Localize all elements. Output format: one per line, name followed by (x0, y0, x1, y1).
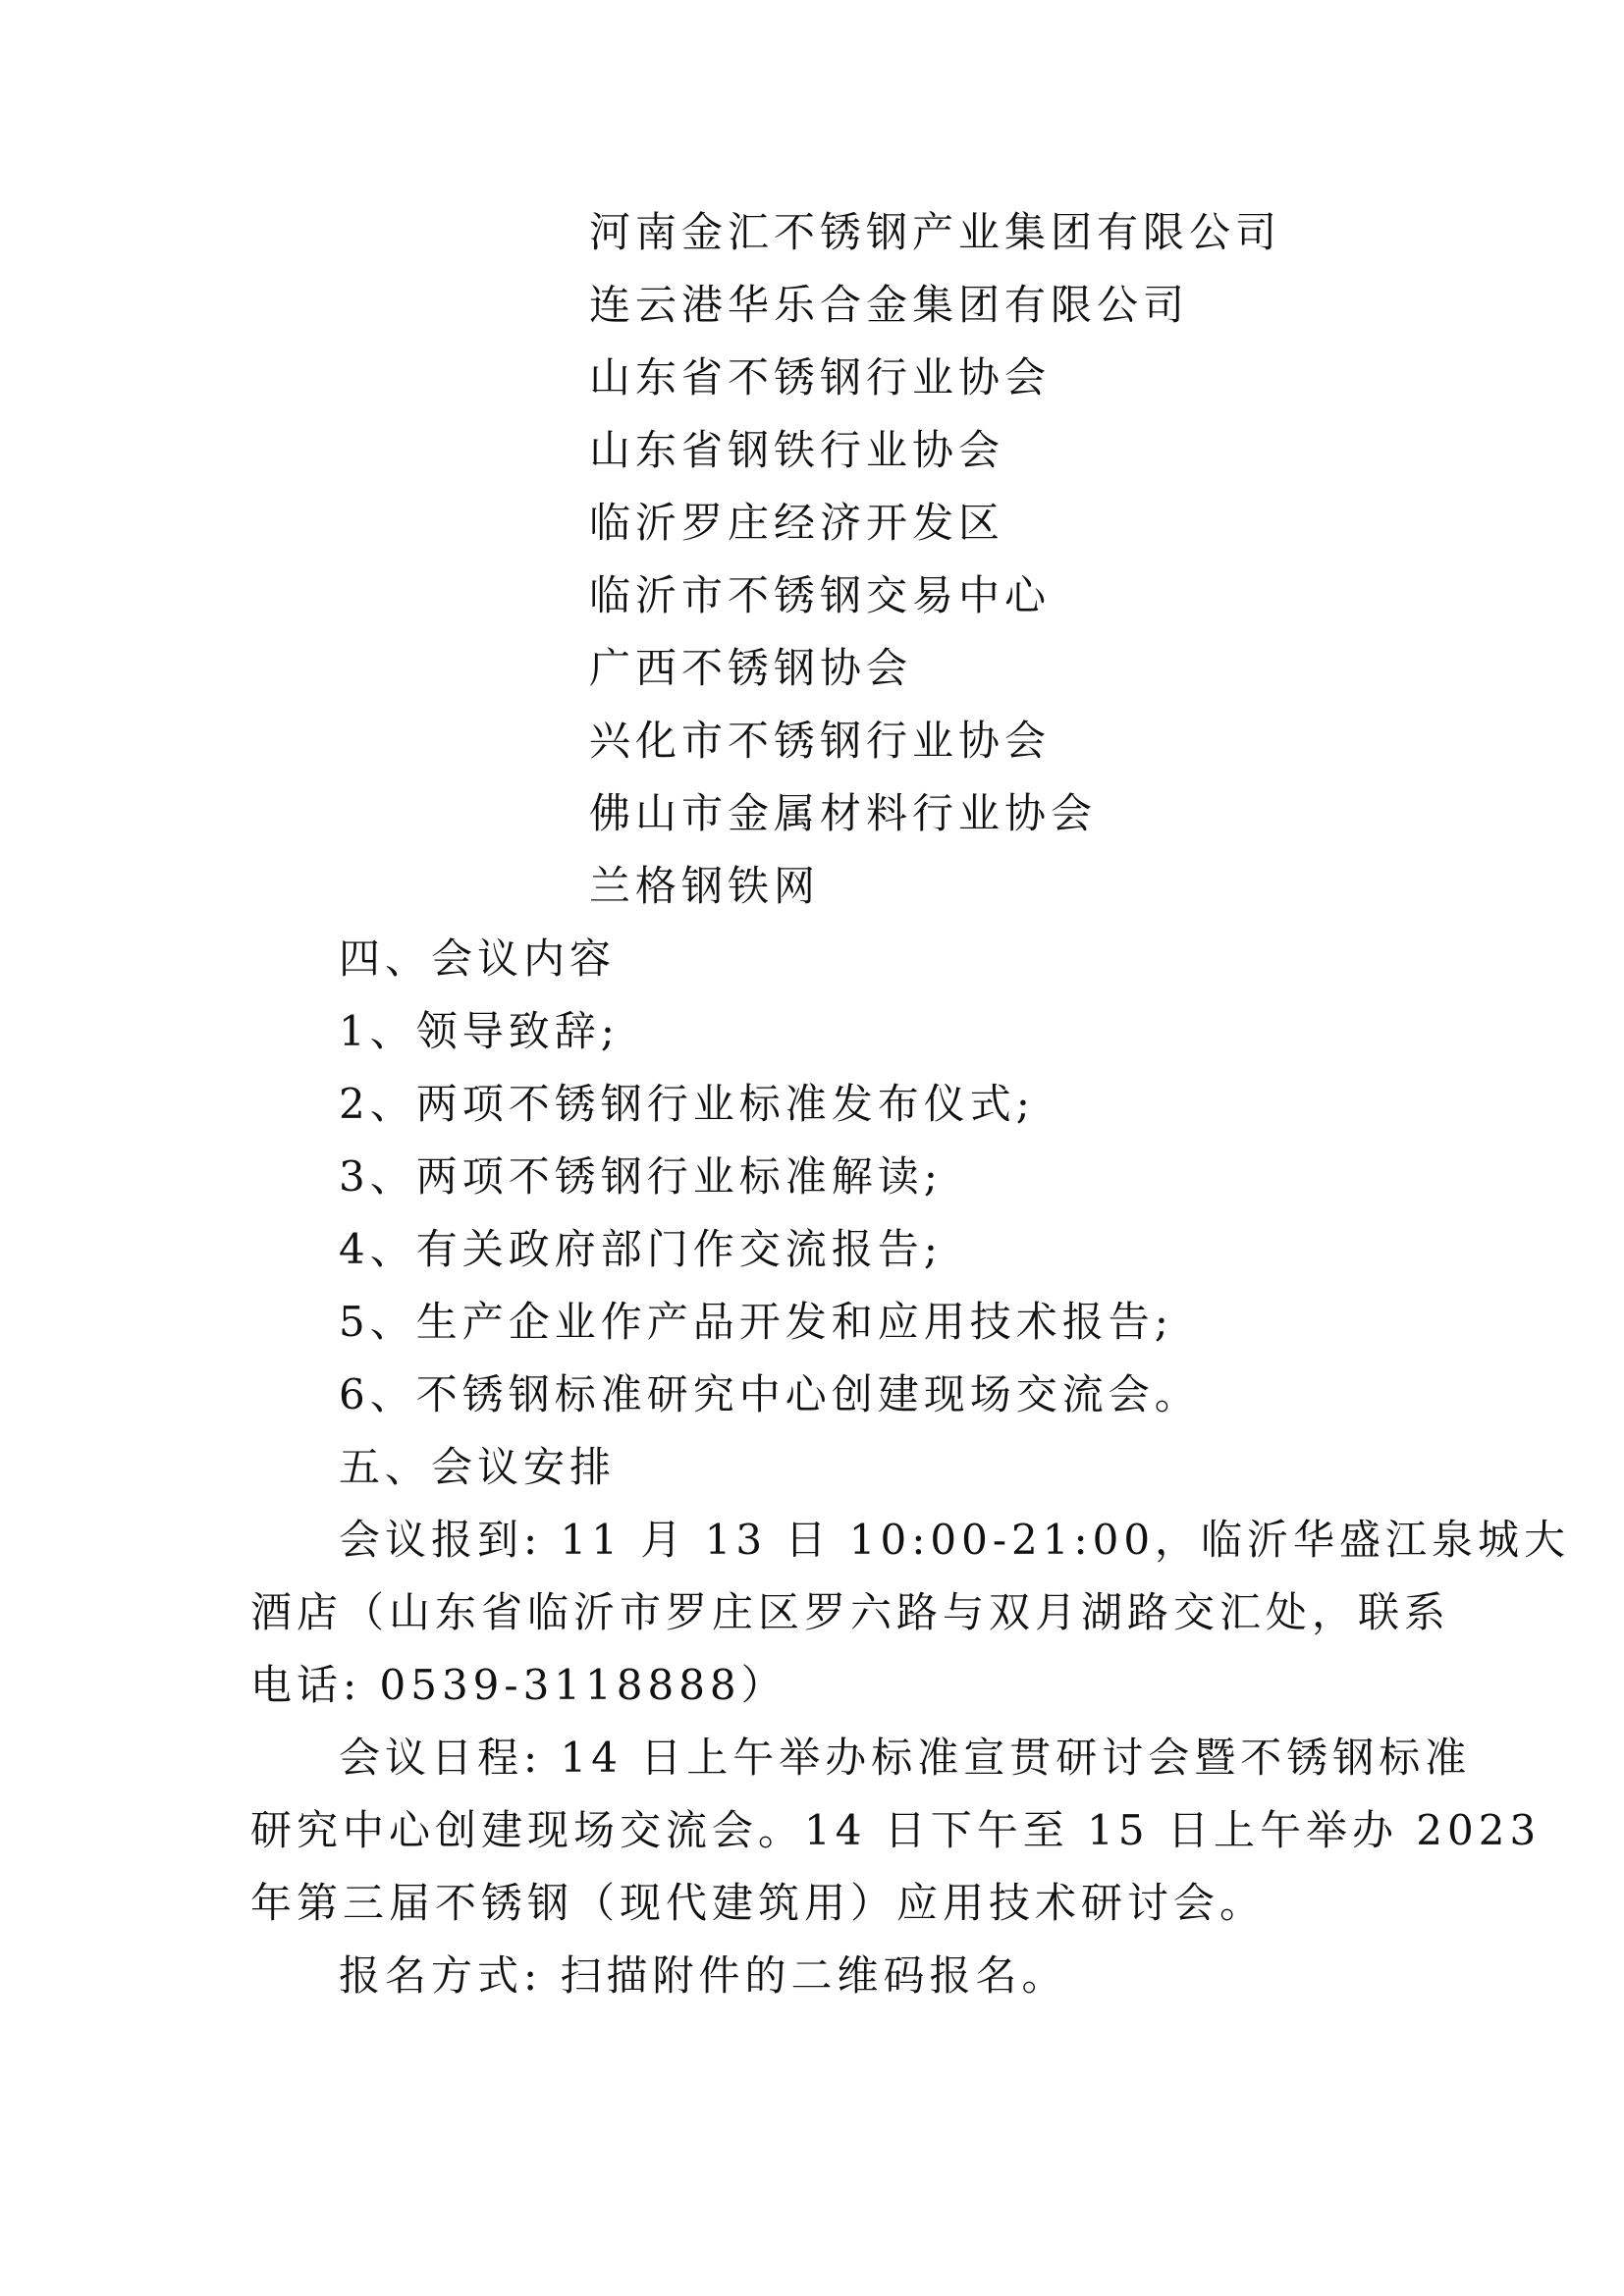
agenda-item: 3、两项不锈钢行业标准解读; (339, 1152, 943, 1201)
schedule-line: 研究中心创建现场交流会。14 日下午至 15 日上午举办 2023 (250, 1806, 1542, 1854)
agenda-item: 6、不锈钢标准研究中心创建现场交流会。 (339, 1370, 1201, 1418)
registration-line: 会议报到: 11 月 13 日 10:00-21:00，临沂华盛江泉城大 (339, 1516, 1571, 1564)
organizer-item: 兰格钢铁网 (589, 862, 821, 910)
agenda-item: 1、领导致辞; (339, 1007, 620, 1055)
organizer-item: 山东省钢铁行业协会 (589, 426, 1005, 474)
organizer-item: 临沂罗庄经济开发区 (589, 499, 1005, 547)
schedule-line: 年第三届不锈钢（现代建筑用）应用技术研讨会。 (250, 1879, 1267, 1927)
section-heading-meeting-content: 四、会议内容 (339, 934, 617, 983)
schedule-paragraph (250, 1722, 1542, 1940)
agenda-item: 4、有关政府部门作交流报告; (339, 1225, 943, 1273)
organizer-item: 河南金汇不锈钢产业集团有限公司 (589, 208, 1282, 256)
agenda-item: 5、生产企业作产品开发和应用技术报告; (339, 1298, 1173, 1346)
organizer-item: 佛山市金属材料行业协会 (589, 789, 1098, 837)
main-content (250, 923, 1571, 2012)
organizer-item: 临沂市不锈钢交易中心 (589, 571, 1052, 619)
registration-line: 酒店（山东省临沂市罗庄区罗六路与双月湖路交汇处，联系 (250, 1588, 1451, 1636)
signup-method: 报名方式: 扫描附件的二维码报名。 (339, 1951, 1068, 2000)
organizer-item: 兴化市不锈钢行业协会 (589, 717, 1052, 765)
organizer-item: 连云港华乐合金集团有限公司 (589, 281, 1190, 329)
section-heading-meeting-arrangement: 五、会议安排 (339, 1443, 617, 1491)
schedule-line: 会议日程: 14 日上午举办标准宣贯研讨会暨不锈钢标准 (339, 1734, 1472, 1782)
agenda-item: 2、两项不锈钢行业标准发布仪式; (339, 1080, 1035, 1128)
organizer-list (589, 196, 1571, 923)
registration-line: 电话: 0539-3118888） (250, 1661, 787, 1709)
organizer-item: 山东省不锈钢行业协会 (589, 353, 1052, 401)
organizer-item: 广西不锈钢协会 (589, 644, 913, 692)
registration-paragraph (250, 1504, 1571, 1722)
